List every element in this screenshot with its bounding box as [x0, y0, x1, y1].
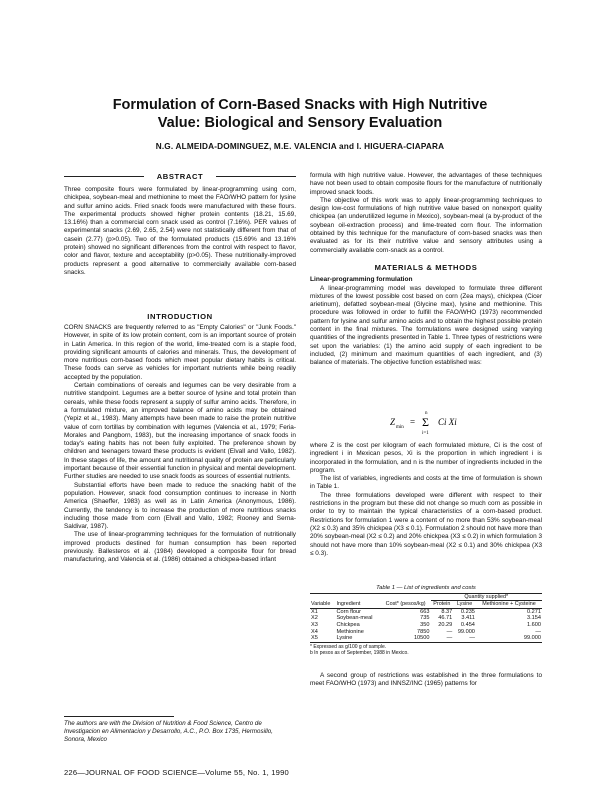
table-row — [310, 615, 542, 622]
introduction-heading: INTRODUCTION — [147, 312, 213, 321]
objective-function — [310, 407, 542, 437]
formula-equals: = — [410, 417, 416, 427]
page-footer: 226—JOURNAL OF FOOD SCIENCE—Volume 55, No. 1, 1990 — [64, 768, 289, 777]
right-column-middle — [310, 442, 542, 558]
cell-ingredient: Chickpea — [336, 622, 360, 628]
right-paragraph-7: A second group of restrictions was established in the three formulations to meet FAO/WHO (1973) and INNSZ/INC (1965) patterns for — [310, 672, 542, 688]
ingredients-table — [310, 593, 542, 643]
table-caption: Table 1 — List of ingredients and costs — [376, 585, 476, 591]
cell-methionine: 1.600 — [527, 622, 541, 628]
cell-lysine: 99.000 — [457, 628, 475, 635]
cell-lysine: 0.235 — [460, 608, 475, 615]
cell-cost: 735 — [420, 615, 430, 622]
cell-methionine: 3.154 — [527, 615, 541, 622]
cell-protein: 8.37 — [441, 608, 453, 615]
cell-ingredient: Soybean-meal — [336, 615, 373, 622]
methods-heading: MATERIALS & METHODS — [374, 262, 478, 272]
right-paragraph-2: The objective of this work was to apply linear-programming techniques to design low-cost formulations of high nutritive value based on nonexport quality chickpea (an underutilized legume in Mexico), soybean-meal (a by-product of the soybean oil-extraction process) and lime-treated corn flour. The information obtained by this technique for the manufacture of corn-based snacks was then evaluated as for its their nutritive value and sensory attributes using a commercially available corn-snack as a control. — [310, 196, 542, 254]
footnote-rule — [64, 716, 174, 717]
cell-var: X5 — [310, 635, 335, 642]
cell-lysine: 3.411 — [461, 615, 475, 622]
right-paragraph-5: The list of variables, ingredients and costs at the time of formulation is shown in Table 1. — [310, 475, 542, 491]
introduction-body — [64, 324, 296, 565]
cell-cost: 350 — [420, 622, 430, 628]
cell-protein: — — [431, 635, 454, 642]
table-row — [310, 629, 542, 636]
author-affiliation-footnote — [64, 716, 296, 744]
title-line-2: Value: Biological and Sensory Evaluation — [157, 115, 443, 131]
formula-sum-lower: i=1 — [422, 431, 429, 436]
right-paragraph-1: formula with high nutritive value. However, the advantages of these techniques have not been used to obtain composite flours for the manufacture of nutritionally improved snack foods. — [310, 172, 542, 196]
right-column-bottom — [310, 672, 542, 689]
intro-paragraph-2: Certain combinations of cereals and legumes can be very desirable from a nutritive standpoint. Legumes are a better source of lysine and total protein than cereals, while these foods represent a supply of sulfur amino acids. Therefore, in a formulated mixture, an improved balance of amino acids may be obtained (Yepiz et al., 1983). Many attempts have been made to raise the protein nutritive value of corn tortillas by combination with legumes (Valencia et al., 1979; Feria-Morales and Pangborn, 1983), but the increasing importance of snack foods in today's eating habits has not been fully exploited. The preference shown by children and teenagers toward these products is evident (Elvall and Vallo, 1982). In these stages of life, the amount and nutritional quality of protein are particularly important because of their essential function in physical and mental development. Further studies are needed to use snack foods as sources of essential nutrients. — [64, 382, 296, 481]
intro-paragraph-3: Substantial efforts have been made to reduce the snacking habit of the population. However, snack food consumption continues to increase in North America (Shaeffer, 1983) as well as in Latin America (Anonymous, 1986). Currently, the tendency is to increase the production of more nutritious snacks including those made from corn (Elvall and Vallo, 1982; Rooney and Serna-Saldivar, 1987). — [64, 481, 296, 531]
col-ingredient: Ingredient — [335, 601, 380, 608]
cell-lysine: — — [453, 635, 476, 642]
cell-protein: 20.29 — [438, 622, 453, 628]
cell-cost: 10500 — [381, 635, 431, 642]
col-cost: Cost* (pesos/kg) — [381, 601, 431, 608]
intro-paragraph-1: CORN SNACKS are frequently referred to as "Empty Calories" or "Junk Foods." However, in spite of its low protein content, corn is an important source of protein in Latin America. In this region of the world, lime-treated corn is a staple food, providing significant amounts of calories and minerals. Thus, the development of more nutritious corn-based foods which meet popular dietary habits is critical. These foods can serve as vehicles for important nutrients while being readily accepted by the population. — [64, 324, 296, 381]
col-lysine: Lysine — [453, 601, 476, 608]
right-paragraph-4: where Z is the cost per kilogram of each formulated mixture, Ci is the cost of ingredient i in Mexican pesos, Xi is the proportion in which ingredient i is incorporated in the formulation, and n is the number of ingredients included in the program. — [310, 442, 542, 474]
cell-var: X4 — [311, 628, 318, 635]
intro-paragraph-4: The use of linear-programming techniques for the formulation of nutritionally improved products destined for human consumption has been reported previously. Ballesteros et al. (1984) developed a composite flour for bread manufacturing, and Valencia et al. (1986) obtained a chickpea-based infant — [64, 531, 296, 564]
formula-sum-upper: n — [425, 411, 428, 416]
formula-lhs: Z — [390, 417, 396, 427]
affiliation-text: The authors are with the Division of Nutrition & Food Science, Centro de Investigacion en Alimentacion y Desarrollo, A.C., P.O. Box 1735, Hermosillo, Sonora, Mexico — [64, 720, 273, 743]
formula-sigma: Σ — [422, 415, 429, 429]
table-row — [310, 608, 542, 615]
abstract-heading — [64, 172, 296, 182]
cell-ingredient: Lysine — [335, 635, 380, 642]
right-paragraph-3: A linear-programming model was developed to formulate three different mixtures of the lowest possible cost based on corn (Zea mays), chickpea (Cicer arietinum), defatted soybean-meal (Glycine max), lysine and methionine. This procedure was followed in order to fulfill the FAO/WHO (1973) recommended pattern for lysine and sulfur amino acids and to obtain the highest possible protein content in the final mixtures. The formulations were designed using varying quantities of the ingredients presented in Table 1. Three types of restrictions were set upon the variables: (1) the amino acid supply of each ingredient to be included, (2) minimum and maximum quantities of each ingredient, and (3) balance of materials. The objective function established was: — [310, 284, 542, 367]
quantity-group-header: Quantity supplied* — [431, 594, 543, 601]
col-protein: Protein — [431, 601, 454, 608]
cell-ingredient: Methionine — [336, 628, 364, 635]
cell-var: X1 — [311, 608, 318, 615]
cell-methionine: 99.000 — [476, 635, 542, 642]
cell-methionine: 0.271 — [527, 608, 541, 615]
title-line-1: Formulation of Corn-Based Snacks with High Nutritive — [112, 97, 488, 113]
cell-lysine: 0.454 — [460, 622, 475, 628]
cell-protein: 46.71 — [438, 615, 453, 622]
formula-svg — [390, 407, 480, 437]
table-footnote-1: * Expressed as g/100 g of sample. — [310, 643, 387, 650]
abstract-label: ABSTRACT — [156, 172, 204, 181]
cell-cost: 7850 — [417, 628, 430, 635]
paper-title — [40, 96, 560, 132]
table-row — [310, 635, 542, 642]
cell-var: X2 — [311, 615, 318, 622]
formula-subscript: min — [396, 425, 404, 430]
col-methionine: Methionine + Cysteine — [476, 601, 542, 608]
right-paragraph-6: The three formulations developed were different with respect to their restrictions in the program but these did not change so much corn as possible in order to try to maintain the typical characteristics of a corn-based product. Restrictions for formulation 1 were a content of no more than 53% soybean-meal (X2 ≤ 0.3) and 35% chickpea (X3 ≤ 0.1). Formulation 2 should not have more than 20% soybean-meal (X2 ≤ 0.2) and 20% chickpea (X3 ≤ 0.2) in which formulation 3 should not have more than 10% soybean-meal (X2 ≤ 0.1) and 30% chickpea (X3 ≤ 0.3). — [310, 491, 542, 557]
formula-rhs: Ci Xi — [438, 417, 457, 427]
table-1 — [310, 585, 542, 656]
cell-methionine: — — [535, 628, 541, 635]
table-footnote-2: b In pesos as of September, 1988 in Mexico. — [310, 649, 409, 656]
cell-var: X3 — [311, 622, 318, 628]
linear-programming-subhead: Linear-programming formulation — [310, 276, 413, 284]
cell-cost: 663 — [420, 608, 430, 615]
authors: N.G. ALMEIDA-DOMINGUEZ, M.E. VALENCIA and I. HIGUERA-CIAPARA — [155, 142, 445, 151]
col-variable: Variable — [310, 601, 335, 608]
right-column-top — [310, 172, 542, 368]
cell-protein: — — [446, 628, 453, 635]
table-row — [310, 622, 542, 629]
cell-ingredient: Corn flour — [336, 608, 361, 615]
abstract-text: Three composite flours were formulated by linear-programming using corn, chickpea, soybean-meal and methionine to meet the FAO/WHO pattern for lysine and sulfur amino acids. Fried snack foods were manufactured with these flours. The experimental products showed higher protein contents (18.21, 15.69, 13.16%) than a commercial corn snack used as control (7.16%). PER values of experimental snacks (2.69, 2.65, 2.54) were not statistically different from that of casein (2.77) (p>0.05). Two of the formulated products (15.69% and 13.16% protein) showed no significant differences from the control with respect to flavor, color and flavor, texture and acceptability (p>0.05). These nutritionally-improved products represent a good alternative to commercially available corn-based snacks. — [64, 186, 296, 276]
